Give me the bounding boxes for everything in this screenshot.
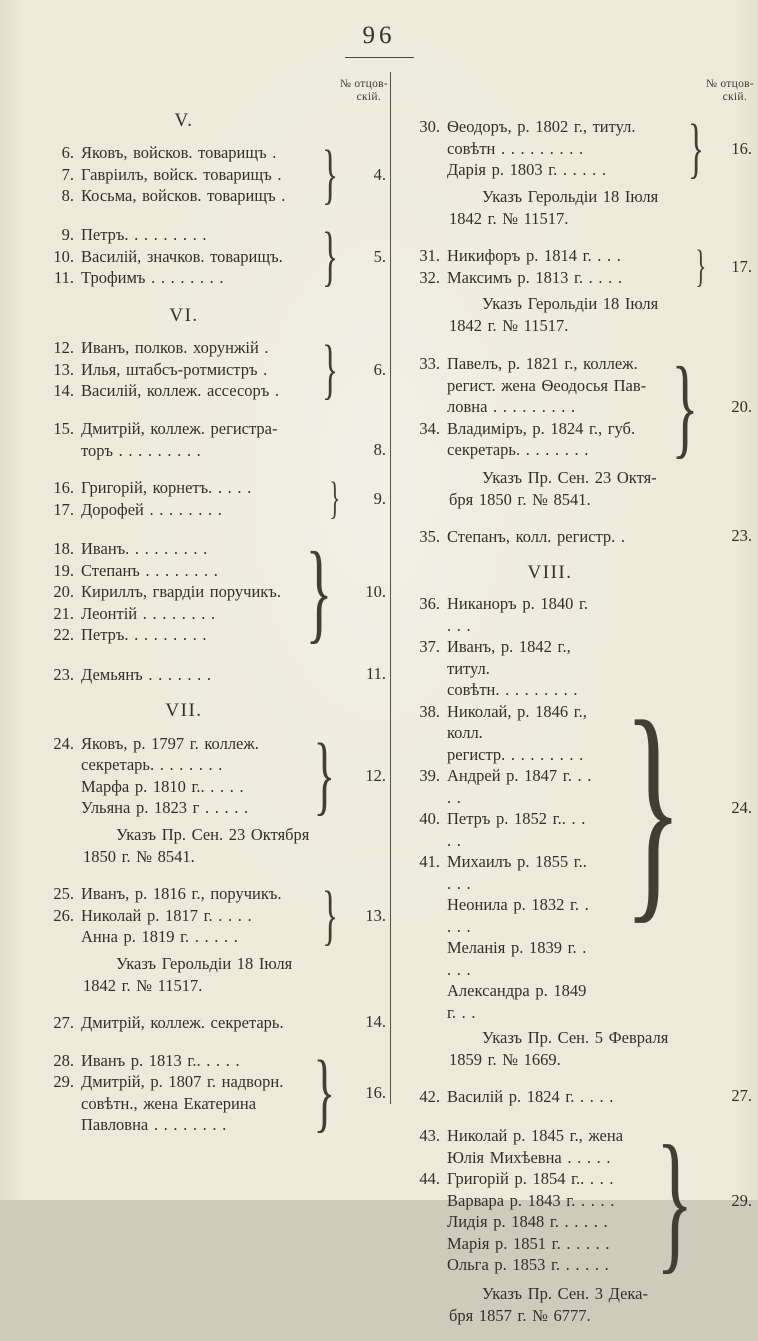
entry-line: Леонтій . . . . . . . . bbox=[81, 603, 216, 623]
entry-number: 33. bbox=[419, 354, 440, 374]
entry-group bbox=[404, 593, 754, 1023]
entry-text bbox=[81, 499, 324, 521]
register-entry bbox=[38, 1071, 303, 1136]
register-entry bbox=[38, 883, 314, 905]
brace-glyph: } bbox=[623, 672, 683, 944]
entry-list bbox=[38, 337, 314, 402]
father-number: 9. bbox=[373, 488, 386, 508]
register-entry bbox=[38, 733, 303, 819]
entry-text bbox=[81, 337, 314, 359]
entry-number: 31. bbox=[419, 246, 440, 265]
register-entry bbox=[404, 526, 696, 548]
entry-line: секретарь. . . . . . . . bbox=[447, 440, 589, 460]
entry-group bbox=[38, 219, 388, 293]
entry-text bbox=[81, 560, 292, 582]
entry-line: Ульяна р. 1823 г . . . . . bbox=[81, 798, 249, 817]
register-entry bbox=[38, 224, 314, 246]
entry-list bbox=[38, 418, 330, 461]
entry-number: 18. bbox=[53, 539, 74, 559]
group-brace bbox=[314, 137, 346, 211]
page-number-area bbox=[0, 22, 758, 58]
entry-list bbox=[404, 353, 658, 461]
father-number: 10. bbox=[365, 582, 386, 602]
entry-text bbox=[447, 593, 594, 636]
entry-line: Гавріилъ, войск. товарищъ . bbox=[81, 164, 282, 184]
entry-line: Иванъ. . . . . . . . . bbox=[81, 539, 208, 559]
entry-line: Марія р. 1851 г. . . . . . bbox=[447, 1233, 610, 1253]
entry-number: 8. bbox=[61, 186, 74, 206]
entry-line: Косьма, войсков. товарищъ . bbox=[81, 186, 286, 206]
entry-number: 27. bbox=[53, 1012, 74, 1032]
entry-text bbox=[81, 359, 314, 381]
group-brace bbox=[658, 345, 712, 469]
register-entry bbox=[404, 701, 594, 766]
entry-line: Дмитрій, р. 1807 г. надворн. bbox=[81, 1072, 284, 1091]
decree-note bbox=[74, 824, 330, 867]
entry-number: 24. bbox=[53, 733, 74, 753]
register-entry bbox=[404, 1168, 637, 1276]
decree-note-line: 1842 г. № 11517. bbox=[449, 208, 569, 228]
entry-line: Степанъ . . . . . . . . bbox=[81, 560, 218, 580]
entry-line: Максимъ р. 1813 г. . . . . bbox=[447, 267, 623, 287]
entry-number: 34. bbox=[419, 418, 440, 438]
entry-line: Яковъ, р. 1797 г. коллеж. bbox=[81, 733, 259, 753]
entry-line: совѣтн . . . . . . . . . bbox=[447, 138, 584, 158]
page-number: 96 bbox=[345, 22, 414, 58]
father-number: 12. bbox=[365, 765, 386, 785]
father-number: 5. bbox=[373, 246, 386, 266]
group-brace bbox=[314, 332, 346, 406]
entry-text bbox=[81, 1050, 303, 1072]
entry-text bbox=[81, 538, 292, 560]
entry-text bbox=[447, 1086, 696, 1108]
register-entry bbox=[404, 851, 594, 1023]
entry-text bbox=[447, 353, 658, 418]
entry-text bbox=[447, 116, 680, 181]
entry-line: Анна р. 1819 г. . . . . . bbox=[81, 927, 238, 947]
register-entry bbox=[404, 1086, 696, 1108]
entry-text bbox=[81, 246, 314, 268]
brace-glyph: } bbox=[321, 137, 338, 211]
entry-line: Неонила р. 1832 г. . . . . bbox=[447, 895, 589, 936]
entry-number: 29. bbox=[53, 1072, 74, 1091]
entry-line: Никифоръ р. 1814 г. . . . bbox=[447, 246, 621, 265]
entry-line: Григорій, корнетъ. . . . . bbox=[81, 478, 252, 497]
entry-list bbox=[38, 224, 314, 289]
entry-line: Петръ р. 1852 г.. . . . . bbox=[447, 809, 586, 850]
entry-line: Никаноръ р. 1840 г. . . . bbox=[447, 594, 588, 635]
entry-line: торъ . . . . . . . . . bbox=[81, 440, 201, 460]
entry-line: Дмитрій, коллеж. регистра- bbox=[81, 419, 278, 438]
entry-group bbox=[38, 530, 388, 654]
left-column bbox=[38, 78, 388, 1152]
father-number: 16. bbox=[731, 138, 752, 158]
brace-glyph: } bbox=[305, 530, 333, 654]
register-entry bbox=[404, 808, 594, 851]
entry-line: Василій р. 1824 г. . . . . bbox=[447, 1086, 614, 1106]
entry-list bbox=[404, 245, 690, 288]
entry-number: 32. bbox=[419, 267, 440, 287]
entry-text bbox=[447, 851, 594, 1023]
group-brace bbox=[637, 1113, 712, 1287]
father-number: 14. bbox=[365, 1012, 386, 1031]
father-number-header-right bbox=[404, 78, 754, 104]
entry-number: 7. bbox=[61, 164, 74, 184]
entry-text bbox=[81, 905, 314, 948]
entry-number: 10. bbox=[53, 246, 74, 266]
entry-line: Павелъ, р. 1821 г., коллеж. bbox=[447, 354, 638, 374]
register-entry bbox=[38, 164, 314, 186]
entry-group bbox=[404, 1113, 754, 1287]
entry-line: Дорофей . . . . . . . . bbox=[81, 499, 222, 519]
entry-line: регист. жена Ѳеодосья Пав- bbox=[447, 375, 647, 395]
group-brace bbox=[680, 111, 712, 185]
brace-glyph: } bbox=[313, 1043, 336, 1141]
entry-number: 39. bbox=[419, 766, 440, 785]
entry-list bbox=[38, 664, 330, 686]
father-number: 8. bbox=[373, 440, 386, 459]
column-right-blocks bbox=[404, 107, 754, 1326]
entry-number: 21. bbox=[53, 603, 74, 623]
entry-text bbox=[81, 418, 330, 461]
register-entry bbox=[38, 477, 324, 499]
entry-line: Марфа р. 1810 г.. . . . . bbox=[81, 776, 244, 796]
entry-text bbox=[81, 624, 292, 646]
decree-note-line: 1842 г. № 11517. bbox=[83, 975, 203, 995]
father-number: 20. bbox=[731, 397, 752, 417]
register-entry bbox=[404, 765, 594, 808]
decree-note bbox=[440, 467, 696, 510]
register-entry bbox=[38, 1012, 330, 1034]
entry-number: 22. bbox=[53, 625, 74, 645]
entry-line: совѣтн. . . . . . . . . bbox=[447, 680, 578, 699]
entry-line: Петръ. . . . . . . . . bbox=[81, 625, 207, 645]
entry-number: 19. bbox=[53, 560, 74, 580]
entry-line: Яковъ, войсков. товарищъ . bbox=[81, 143, 277, 163]
father-number-header-line1: № отцов- bbox=[705, 78, 754, 90]
entry-group bbox=[38, 663, 388, 685]
register-entry bbox=[38, 1050, 303, 1072]
entry-list bbox=[38, 538, 292, 646]
entry-group bbox=[38, 332, 388, 406]
entry-line: Дарія р. 1803 г. . . . . . bbox=[447, 160, 607, 180]
entry-group bbox=[404, 345, 754, 469]
entry-line: Степанъ, колл. регистр. . bbox=[447, 526, 626, 546]
entry-list bbox=[404, 1086, 696, 1108]
decree-note-line: 1859 г. № 1669. bbox=[449, 1049, 561, 1069]
entry-number: 17. bbox=[53, 499, 74, 519]
father-number-header-line2: скій. bbox=[356, 91, 381, 103]
entry-number: 6. bbox=[61, 143, 74, 163]
entry-text bbox=[447, 701, 594, 766]
register-entry bbox=[404, 353, 658, 418]
entry-text bbox=[81, 142, 314, 164]
entry-text bbox=[447, 526, 696, 548]
entry-text bbox=[447, 636, 594, 701]
section-heading: VIII. bbox=[527, 562, 573, 583]
decree-note bbox=[440, 186, 696, 229]
entry-number: 43. bbox=[419, 1126, 440, 1146]
register-entry bbox=[404, 116, 680, 181]
entry-line: Николай, р. 1846 г., колл. bbox=[447, 701, 587, 742]
entry-group bbox=[38, 878, 388, 952]
entry-line: Василій, значков. товарищъ. bbox=[81, 246, 283, 266]
entry-text bbox=[81, 164, 314, 186]
register-entry bbox=[38, 246, 314, 268]
entry-line: Андрей р. 1847 г. . . . . bbox=[447, 766, 592, 807]
entry-number: 36. bbox=[419, 594, 440, 613]
entry-line: Александра р. 1849 г. . . bbox=[447, 981, 587, 1022]
father-number: 27. bbox=[731, 1086, 752, 1105]
group-brace bbox=[303, 726, 346, 824]
entry-line: Лидія р. 1848 г. . . . . . bbox=[447, 1212, 608, 1232]
entry-line: ловна . . . . . . . . . bbox=[447, 397, 576, 417]
decree-note-line: Указъ Пр. Сен. 5 Февраля bbox=[482, 1028, 669, 1047]
entry-text bbox=[81, 1071, 303, 1136]
entry-line: Дмитрій, коллеж. секретарь. bbox=[81, 1012, 284, 1032]
group-brace bbox=[303, 1043, 346, 1141]
entry-line: секретарь. . . . . . . . bbox=[81, 755, 223, 774]
entry-line: Николай р. 1817 г. . . . . bbox=[81, 905, 252, 925]
brace-glyph: } bbox=[655, 1113, 694, 1287]
entry-number: 44. bbox=[419, 1169, 440, 1189]
entry-group bbox=[38, 137, 388, 211]
entry-line: Трофимъ . . . . . . . . bbox=[81, 268, 224, 288]
entry-group bbox=[404, 1085, 754, 1107]
entry-line: Михаилъ р. 1855 г.. . . . bbox=[447, 852, 587, 893]
decree-note-line: Указъ Пр. Сен. 23 Октября bbox=[116, 825, 310, 844]
decree-note bbox=[440, 293, 696, 336]
entry-number: 23. bbox=[53, 664, 74, 684]
entry-text bbox=[447, 1168, 637, 1276]
register-entry bbox=[38, 624, 292, 646]
brace-glyph: } bbox=[321, 332, 338, 406]
entry-line: Кириллъ, гвардіи поручикъ. bbox=[81, 582, 281, 602]
father-number: 11. bbox=[365, 664, 386, 683]
father-number: 17. bbox=[731, 256, 752, 276]
register-entry bbox=[38, 664, 330, 686]
entry-group bbox=[404, 241, 754, 291]
decree-note-line: бря 1857 г. № 6777. bbox=[449, 1305, 591, 1325]
decree-note bbox=[440, 1027, 696, 1070]
decree-note-line: Указъ Герольдіи 18 Іюля bbox=[116, 954, 293, 973]
register-entry bbox=[404, 636, 594, 701]
entry-text bbox=[81, 1012, 330, 1034]
entry-text bbox=[81, 581, 292, 603]
father-number: 13. bbox=[365, 905, 386, 925]
entry-line: Василій, коллеж. ассесоръ . bbox=[81, 381, 280, 401]
register-entry bbox=[38, 560, 292, 582]
group-brace bbox=[690, 241, 712, 291]
entry-number: 14. bbox=[53, 381, 74, 401]
entry-line: Ѳеодоръ, р. 1802 г., титул. bbox=[447, 117, 636, 137]
father-number: 23. bbox=[731, 526, 752, 545]
entry-line: Ольга р. 1853 г. . . . . . bbox=[447, 1255, 609, 1275]
entry-text bbox=[81, 185, 314, 207]
entry-text bbox=[81, 267, 314, 289]
register-entry bbox=[38, 538, 292, 560]
register-entry bbox=[404, 418, 658, 461]
entry-line: Иванъ, р. 1842 г., титул. bbox=[447, 637, 571, 678]
decree-note-line: 1850 г. № 8541. bbox=[83, 846, 195, 866]
entry-group bbox=[404, 525, 754, 547]
register-entry bbox=[38, 142, 314, 164]
brace-glyph: } bbox=[313, 726, 336, 824]
entry-text bbox=[81, 664, 330, 686]
entry-number: 15. bbox=[53, 419, 74, 438]
brace-glyph: } bbox=[321, 878, 338, 952]
entry-list bbox=[404, 593, 594, 1023]
entry-text bbox=[81, 733, 303, 819]
section-heading: VII. bbox=[165, 700, 203, 721]
decree-note bbox=[440, 1283, 696, 1326]
entry-number: 42. bbox=[419, 1086, 440, 1106]
entry-text bbox=[81, 380, 314, 402]
entry-line: Илья, штабсъ-ротмистръ . bbox=[81, 359, 268, 379]
entry-group bbox=[38, 418, 388, 461]
entry-list bbox=[404, 116, 680, 181]
entry-list bbox=[404, 526, 696, 548]
entry-text bbox=[447, 418, 658, 461]
register-entry bbox=[404, 593, 594, 636]
entry-list bbox=[38, 1012, 330, 1034]
entry-number: 9. bbox=[61, 225, 74, 245]
brace-glyph: } bbox=[687, 111, 704, 185]
entry-line: Демьянъ . . . . . . . bbox=[81, 664, 211, 684]
entry-line: Иванъ, р. 1816 г., поручикъ. bbox=[81, 884, 282, 904]
entry-text bbox=[81, 224, 314, 246]
father-number: 29. bbox=[731, 1190, 752, 1210]
father-number: 24. bbox=[731, 798, 752, 818]
entry-text bbox=[447, 808, 594, 851]
decree-note-line: 1842 г. № 11517. bbox=[449, 315, 569, 335]
register-entry bbox=[404, 245, 690, 267]
entry-number: 38. bbox=[419, 701, 440, 721]
entry-number: 26. bbox=[53, 905, 74, 925]
register-entry bbox=[38, 581, 292, 603]
entry-text bbox=[447, 245, 690, 267]
entry-list bbox=[38, 1050, 303, 1136]
entry-line: Иванъ, полков. хорунжій . bbox=[81, 338, 269, 358]
entry-number: 28. bbox=[53, 1050, 74, 1070]
section-heading: VI. bbox=[169, 305, 199, 326]
entry-list bbox=[38, 883, 314, 948]
group-brace bbox=[314, 878, 346, 952]
entry-number: 37. bbox=[419, 637, 440, 656]
group-brace bbox=[292, 530, 346, 654]
entry-number: 20. bbox=[53, 582, 74, 602]
column-left-blocks bbox=[38, 110, 388, 1141]
decree-note-line: Указъ Пр. Сен. 3 Дека- bbox=[482, 1284, 648, 1303]
entry-number: 11. bbox=[53, 268, 74, 288]
entry-text bbox=[81, 603, 292, 625]
father-number-header-line2: скій. bbox=[722, 91, 747, 103]
entry-group bbox=[404, 111, 754, 185]
register-entry bbox=[38, 905, 314, 948]
entry-line: Варвара р. 1843 г. . . . . bbox=[447, 1190, 615, 1210]
entry-line: Иванъ р. 1813 г.. . . . . bbox=[81, 1050, 240, 1070]
register-entry bbox=[38, 418, 330, 461]
entry-line: совѣтн., жена Екатерина bbox=[81, 1093, 257, 1113]
group-brace bbox=[594, 672, 712, 944]
entry-number: 30. bbox=[419, 117, 440, 137]
register-entry bbox=[38, 603, 292, 625]
father-number: 16. bbox=[365, 1082, 386, 1102]
register-entry bbox=[38, 380, 314, 402]
section-heading: V. bbox=[174, 110, 194, 131]
entry-group bbox=[38, 1011, 388, 1033]
entry-number: 35. bbox=[419, 526, 440, 546]
father-number: 4. bbox=[373, 164, 386, 184]
brace-glyph: } bbox=[321, 219, 338, 293]
register-entry bbox=[38, 499, 324, 521]
register-entry bbox=[38, 267, 314, 289]
entry-text bbox=[81, 477, 324, 499]
father-number-header-line1: № отцов- bbox=[339, 78, 388, 90]
entry-text bbox=[447, 267, 690, 289]
entry-list bbox=[38, 477, 324, 520]
entry-text bbox=[81, 883, 314, 905]
entry-number: 16. bbox=[53, 478, 74, 497]
right-column bbox=[404, 78, 754, 1341]
decree-note-line: бря 1850 г. № 8541. bbox=[449, 489, 591, 509]
entry-line: Владиміръ, р. 1824 г., губ. bbox=[447, 418, 636, 438]
entry-list bbox=[38, 733, 303, 819]
entry-line: Петръ. . . . . . . . . bbox=[81, 225, 207, 245]
group-brace bbox=[324, 473, 346, 523]
entry-list bbox=[404, 1125, 637, 1276]
entry-line: регистр. . . . . . . . . bbox=[447, 744, 584, 764]
decree-note-line: Указъ Пр. Сен. 23 Октя- bbox=[482, 468, 657, 487]
group-brace bbox=[314, 219, 346, 293]
decree-note bbox=[74, 953, 330, 996]
register-entry bbox=[38, 337, 314, 359]
entry-group bbox=[38, 726, 388, 824]
decree-note-line: Указъ Герольдіи 18 Іюля bbox=[482, 187, 659, 206]
entry-list bbox=[38, 142, 314, 207]
register-entry bbox=[38, 185, 314, 207]
entry-line: Павловна . . . . . . . . bbox=[81, 1115, 227, 1134]
entry-text bbox=[447, 1125, 637, 1168]
entry-number: 41. bbox=[419, 852, 440, 871]
entry-group bbox=[38, 473, 388, 523]
brace-glyph: } bbox=[329, 473, 341, 523]
father-number-header-left bbox=[38, 78, 388, 104]
entry-number: 40. bbox=[419, 809, 440, 828]
father-number: 6. bbox=[373, 359, 386, 379]
entry-line: Григорій р. 1854 г.. . . . bbox=[447, 1169, 614, 1189]
register-entry bbox=[404, 1125, 637, 1168]
entry-text bbox=[447, 765, 594, 808]
register-entry bbox=[38, 359, 314, 381]
entry-number: 13. bbox=[53, 359, 74, 379]
entry-group bbox=[38, 1043, 388, 1141]
decree-note-line: Указъ Герольдіи 18 Іюля bbox=[482, 294, 659, 313]
register-entry bbox=[404, 267, 690, 289]
entry-number: 25. bbox=[53, 884, 74, 904]
column-divider-rule bbox=[390, 72, 391, 1104]
entry-line: Меланія р. 1839 г. . . . . bbox=[447, 938, 587, 979]
entry-line: Юлія Михѣевна . . . . . bbox=[447, 1147, 611, 1167]
entry-number: 12. bbox=[53, 338, 74, 358]
brace-glyph: } bbox=[671, 345, 699, 469]
entry-line: Николай р. 1845 г., жена bbox=[447, 1126, 624, 1146]
brace-glyph: } bbox=[695, 241, 707, 291]
